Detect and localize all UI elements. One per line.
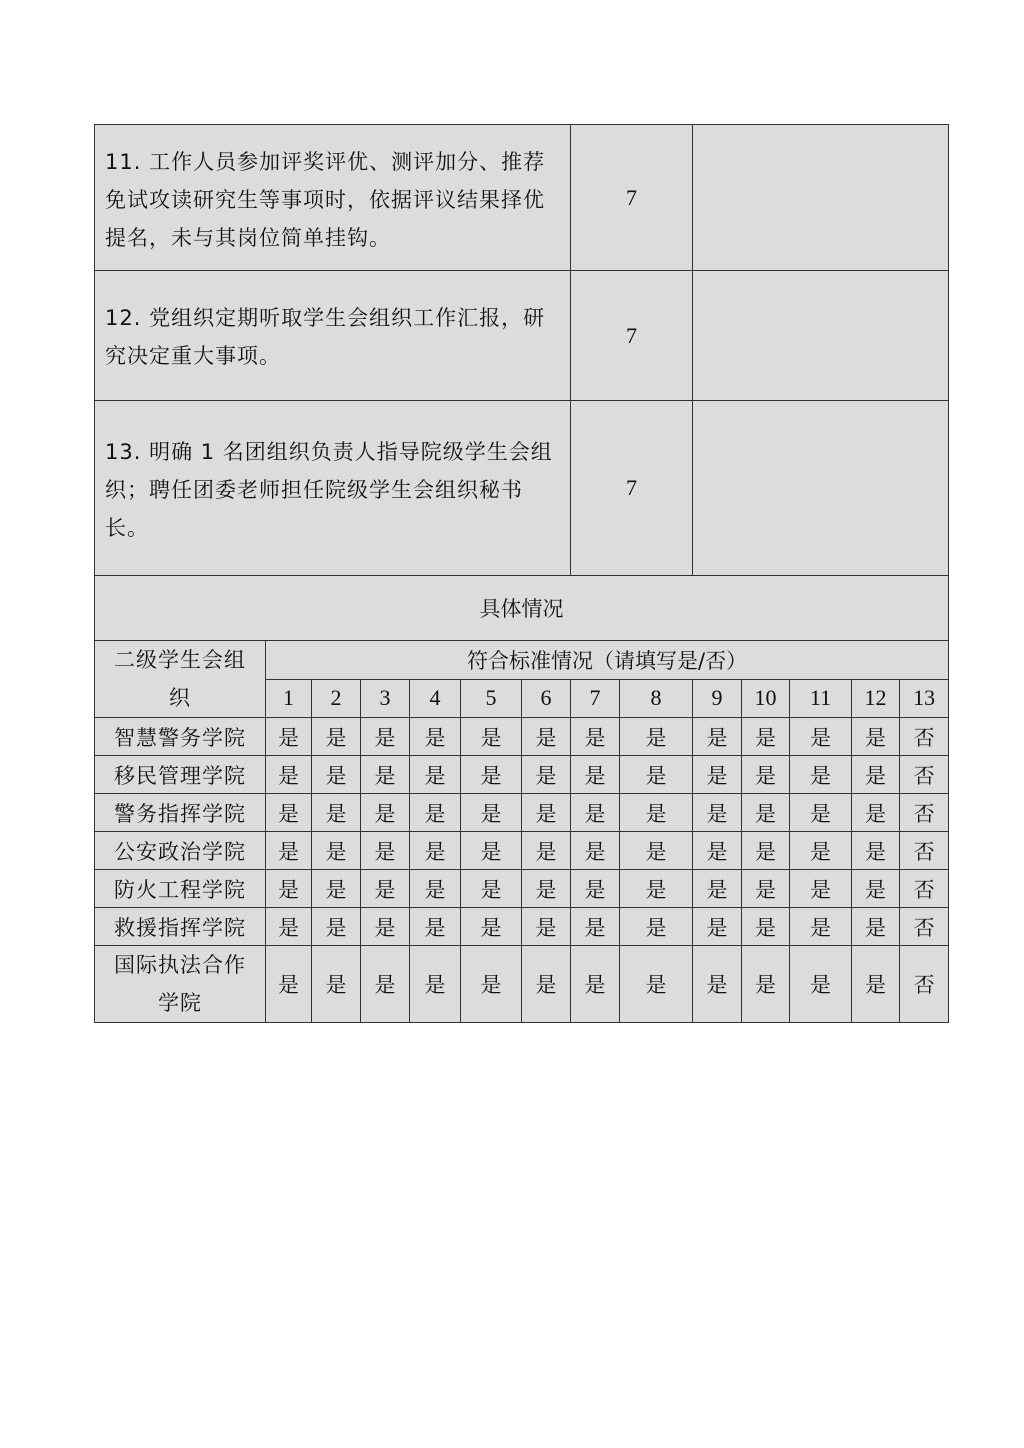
- compliance-cell: 是: [620, 794, 693, 832]
- compliance-cell: 是: [461, 946, 522, 1023]
- grid-header: [95, 641, 949, 718]
- org-name: 救援指挥学院: [95, 908, 266, 946]
- column-number: 7: [571, 679, 620, 718]
- compliance-cell: 是: [620, 832, 693, 870]
- criterion-row: [95, 271, 949, 401]
- grid-header-row: [95, 641, 949, 680]
- compliance-cell: 是: [312, 756, 361, 794]
- compliance-cell: 是: [852, 756, 900, 794]
- criterion-row: [95, 125, 949, 271]
- column-number: 6: [522, 679, 571, 718]
- compliance-cell: 是: [522, 832, 571, 870]
- compliance-cell: 是: [410, 946, 461, 1023]
- table-row: [95, 908, 949, 946]
- compliance-cell: 是: [461, 908, 522, 946]
- column-number: 12: [852, 679, 900, 718]
- compliance-cell: 是: [266, 718, 312, 756]
- compliance-header: 符合标准情况（请填写是/否）: [266, 641, 949, 680]
- compliance-cell: 是: [742, 718, 790, 756]
- compliance-cell: 是: [620, 908, 693, 946]
- compliance-cell: 是: [571, 946, 620, 1023]
- criterion-score: 7: [571, 125, 693, 271]
- compliance-cell: 是: [693, 756, 742, 794]
- table-row: [95, 946, 949, 1023]
- compliance-cell: 是: [852, 832, 900, 870]
- compliance-cell: 是: [693, 794, 742, 832]
- compliance-cell: 是: [522, 718, 571, 756]
- criterion-score: 7: [571, 271, 693, 401]
- compliance-cell: 是: [361, 794, 410, 832]
- column-number: 2: [312, 679, 361, 718]
- compliance-cell: 是: [266, 946, 312, 1023]
- criteria-table: [94, 124, 949, 641]
- compliance-cell: 是: [742, 832, 790, 870]
- column-number: 10: [742, 679, 790, 718]
- compliance-grid: [94, 640, 949, 1023]
- column-number: 1: [266, 679, 312, 718]
- compliance-cell: 是: [312, 718, 361, 756]
- compliance-cell: 是: [852, 870, 900, 908]
- compliance-cell: 是: [410, 870, 461, 908]
- column-number: 13: [900, 679, 949, 718]
- compliance-cell: 是: [790, 756, 852, 794]
- compliance-cell: 是: [312, 908, 361, 946]
- compliance-cell: 否: [900, 832, 949, 870]
- compliance-cell: 是: [742, 756, 790, 794]
- compliance-cell: 是: [266, 832, 312, 870]
- compliance-cell: 是: [742, 946, 790, 1023]
- compliance-cell: 是: [571, 908, 620, 946]
- compliance-cell: 否: [900, 870, 949, 908]
- criterion-remark: [693, 401, 949, 576]
- compliance-cell: 是: [522, 908, 571, 946]
- compliance-cell: 是: [522, 756, 571, 794]
- criterion-row: [95, 401, 949, 576]
- compliance-cell: 是: [461, 870, 522, 908]
- compliance-cell: 是: [461, 756, 522, 794]
- table-row: [95, 718, 949, 756]
- org-name: 防火工程学院: [95, 870, 266, 908]
- criterion-text: 12. 党组织定期听取学生会组织工作汇报，研究决定重大事项。: [95, 271, 571, 401]
- compliance-cell: 是: [790, 718, 852, 756]
- column-number: 3: [361, 679, 410, 718]
- compliance-cell: 是: [410, 832, 461, 870]
- compliance-cell: 是: [361, 756, 410, 794]
- compliance-cell: 是: [742, 794, 790, 832]
- compliance-cell: 是: [522, 870, 571, 908]
- column-number: 5: [461, 679, 522, 718]
- column-number: 8: [620, 679, 693, 718]
- compliance-cell: 是: [693, 870, 742, 908]
- compliance-cell: 是: [312, 870, 361, 908]
- compliance-cell: 是: [266, 908, 312, 946]
- compliance-cell: 是: [742, 908, 790, 946]
- compliance-cell: 是: [410, 794, 461, 832]
- compliance-cell: 是: [620, 718, 693, 756]
- grid-body: [95, 718, 949, 1023]
- compliance-cell: 是: [790, 832, 852, 870]
- org-name: 警务指挥学院: [95, 794, 266, 832]
- criterion-text: 13. 明确 1 名团组织负责人指导院级学生会组织；聘任团委老师担任院级学生会组织秘书长。: [95, 401, 571, 576]
- evaluation-sheet: [94, 124, 948, 1023]
- compliance-cell: 是: [361, 832, 410, 870]
- compliance-cell: 是: [790, 870, 852, 908]
- compliance-cell: 是: [693, 832, 742, 870]
- compliance-cell: 是: [571, 832, 620, 870]
- compliance-cell: 是: [571, 794, 620, 832]
- compliance-cell: 是: [790, 794, 852, 832]
- compliance-cell: 是: [693, 718, 742, 756]
- criterion-remark: [693, 271, 949, 401]
- column-number: 9: [693, 679, 742, 718]
- compliance-cell: 是: [266, 756, 312, 794]
- compliance-cell: 否: [900, 908, 949, 946]
- org-name: 国际执法合作学院: [95, 946, 266, 1023]
- compliance-cell: 否: [900, 946, 949, 1023]
- compliance-cell: 是: [620, 756, 693, 794]
- compliance-cell: 是: [361, 718, 410, 756]
- compliance-cell: 是: [852, 946, 900, 1023]
- column-number: 11: [790, 679, 852, 718]
- compliance-cell: 否: [900, 718, 949, 756]
- compliance-cell: 是: [361, 908, 410, 946]
- org-name: 移民管理学院: [95, 756, 266, 794]
- compliance-cell: 是: [620, 946, 693, 1023]
- org-column-header: 二级学生会组织: [95, 641, 266, 718]
- compliance-cell: 是: [312, 832, 361, 870]
- criterion-remark: [693, 125, 949, 271]
- criterion-score: 7: [571, 401, 693, 576]
- compliance-cell: 是: [312, 794, 361, 832]
- compliance-cell: 是: [461, 794, 522, 832]
- compliance-cell: 是: [790, 946, 852, 1023]
- compliance-cell: 是: [742, 870, 790, 908]
- table-row: [95, 870, 949, 908]
- compliance-cell: 是: [266, 870, 312, 908]
- compliance-cell: 是: [410, 908, 461, 946]
- compliance-cell: 否: [900, 756, 949, 794]
- criteria-rows: [95, 125, 949, 641]
- compliance-cell: 是: [571, 718, 620, 756]
- org-name: 公安政治学院: [95, 832, 266, 870]
- section-title: 具体情况: [95, 576, 949, 641]
- compliance-cell: 是: [522, 946, 571, 1023]
- compliance-cell: 是: [571, 756, 620, 794]
- section-title-row: [95, 576, 949, 641]
- compliance-cell: 是: [852, 718, 900, 756]
- compliance-cell: 是: [312, 946, 361, 1023]
- compliance-cell: 是: [852, 794, 900, 832]
- compliance-cell: 是: [852, 908, 900, 946]
- compliance-cell: 是: [693, 946, 742, 1023]
- compliance-cell: 是: [522, 794, 571, 832]
- compliance-cell: 是: [410, 718, 461, 756]
- compliance-cell: 是: [410, 756, 461, 794]
- table-row: [95, 832, 949, 870]
- compliance-cell: 是: [620, 870, 693, 908]
- compliance-cell: 是: [266, 794, 312, 832]
- compliance-cell: 是: [461, 832, 522, 870]
- criterion-text: 11. 工作人员参加评奖评优、测评加分、推荐免试攻读研究生等事项时，依据评议结果择优提名，未与其岗位简单挂钩。: [95, 125, 571, 271]
- compliance-cell: 是: [361, 870, 410, 908]
- table-row: [95, 794, 949, 832]
- compliance-cell: 否: [900, 794, 949, 832]
- compliance-cell: 是: [461, 718, 522, 756]
- compliance-cell: 是: [361, 946, 410, 1023]
- column-number: 4: [410, 679, 461, 718]
- compliance-cell: 是: [693, 908, 742, 946]
- table-row: [95, 756, 949, 794]
- org-name: 智慧警务学院: [95, 718, 266, 756]
- compliance-cell: 是: [790, 908, 852, 946]
- compliance-cell: 是: [571, 870, 620, 908]
